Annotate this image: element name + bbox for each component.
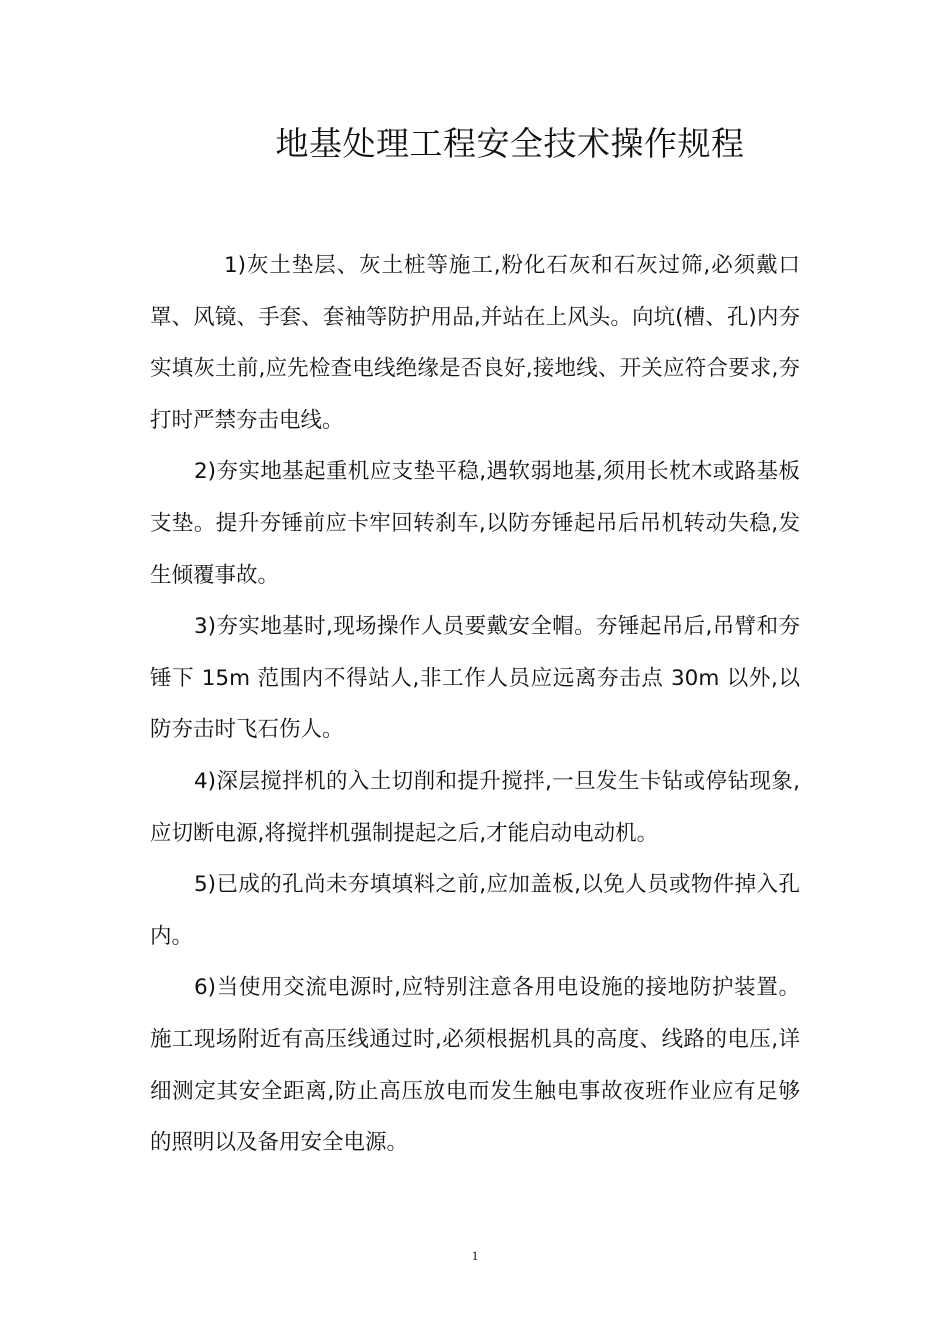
paragraph-1: 1)灰土垫层、灰土桩等施工,粉化石灰和石灰过筛,必须戴口罩、风镜、手套、套袖等防护用品,并站在上风头。向坑(槽、孔)内夯实填灰土前,应先检查电线绝缘是否良好,接地线、开关应符合要求,夯打时严禁夯击电线。 bbox=[150, 253, 800, 433]
paragraph-3: 3)夯实地基时,现场操作人员要戴安全帽。夯锤起吊后,吊臂和夯锤下 15m 范围内不得站人,非工作人员应远离夯击点 30m 以外,以防夯击时飞石伤人。 bbox=[150, 614, 800, 743]
paragraph-6: 6)当使用交流电源时,应特别注意各用电设施的接地防护装置。施工现场附近有高压线通过时,必须根据机具的高度、线路的电压,详细测定其安全距离,防止高压放电而发生触电事故夜班作业应有足够的照明以及备用安全电源。 bbox=[150, 975, 800, 1156]
page-number: 1 bbox=[471, 1248, 479, 1263]
document-body bbox=[150, 240, 800, 1169]
paragraph-2: 2)夯实地基起重机应支垫平稳,遇软弱地基,须用长枕木或路基板支垫。提升夯锤前应卡牢回转刹车,以防夯锤起吊后吊机转动失稳,发生倾覆事故。 bbox=[150, 459, 800, 588]
paragraph-5: 5)已成的孔尚未夯填填料之前,应加盖板,以免人员或物件掉入孔内。 bbox=[150, 872, 800, 949]
paragraph-4: 4)深层搅拌机的入土切削和提升搅拌,一旦发生卡钻或停钻现象,应切断电源,将搅拌机强制提起之后,才能启动电动机。 bbox=[150, 768, 800, 846]
document-title: 地基处理工程安全技术操作规程 bbox=[275, 124, 745, 163]
